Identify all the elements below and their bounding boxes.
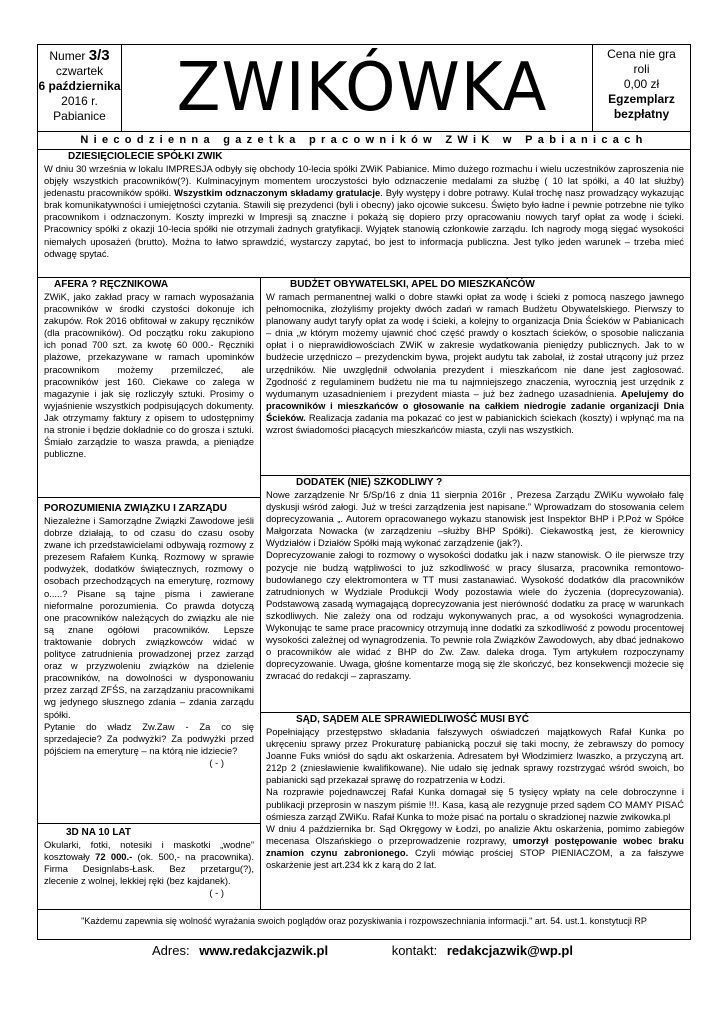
divider (260, 277, 261, 497)
divider (38, 909, 690, 910)
article-title: 3D NA 10 LAT (66, 827, 132, 838)
price-info (592, 45, 690, 131)
price-line: Egzemplarz (608, 92, 675, 106)
contact-label: kontakt: (391, 943, 438, 958)
divider (38, 497, 260, 498)
article-body: W dniu 30 września w lokalu IMPRESJA odbyły się obchody 10-lecia spółki ZWiK Pabianice. Mimo dużego rozmachu i wielu uczestników zaproszenia nie objęły wszystkich pracowników(?). Kulminacyjnym momentem uroczystości było odznaczenie medalami za służbę ( 10 lat spółki, a 40 lat służby) jedenastu pracowników spółki. Wszystkim odznaczonym składamy gratulacje. Były występy i dobre potrawy. Kulał trochę nasz prowadzący wykazując brak komunikatywności i umiejętności czytania. Stawili się prezydenci (byli i obecny) jako ojcowie sukcesu. Święto było ładne i pewnie potrzebne nie tylko pracownikom i odznaczonym. Koszty imprezki w Impresji są znaczne i pokażą się dopiero przy opracowaniu nowych taryf opłat za wodę i ścieki. Pracownicy spółki z okazji 10-lecia spółki nie otrzymali żadnych gratyfikacji. Wyjątek stanowią członkowie zarządu. Ich nagrody mogą sięgać wysokości niemałych uposażeń (brutto). Można to łatwo sprawdzić, wystarczy zapytać, bo jest to informacja publiczna. Jest tylko jeden warunek – trzeba mieć odwagę spytać. (44, 163, 685, 259)
article-3d (44, 827, 254, 899)
issue-info (38, 45, 122, 131)
article-body: Na rozprawie pojednawczej Rafał Kunka domagał się 5 tysięcy wpłaty na cele dobroczynne i publikacji przeprosin w naszym piśmie !!!. Kasa, kasą ale rezygnuje przed sądem CO MAMY PISAĆ ośmiesza zarząd ZWiKu. Rafał Kunka to może pisać na portalu o skradzionej nazwie zwikowka.pl (266, 786, 684, 822)
newspaper-page (37, 44, 691, 940)
article-body: ZWiK, jako zakład pracy w ramach wyposażania pracowników w środki czystości dokonuje ich zakupów. Rok 2016 obfitował w zakupy ręczników (dla pracowników). Od początku roku zakupiono ich ponad 700 szt. za kwotę 60 000.- Ręczniki plażowe, przekazywane w ramach upominków pracownikom możemy przemilczeć, ale pracowników jest 160. Ciekawe co zalega w magazynie i jak się rozliczyły sztuki. Prosimy o wyjaśnienie wszystkich podpisujących dokumenty. Jak otrzymamy faktury z opisem to udostępnimy na stronie i będzie dokładnie co do grosza i sztuki. Śmiało zarządzie to wasza prawda, a pieniądze publiczne. (44, 291, 254, 460)
article-towels (44, 279, 254, 460)
article-title: BUDŻET OBYWATELSKI, APEL DO MIESZKAŃCÓW (290, 279, 535, 290)
article-body: Okularki, fotki, notesiki i maskotki „wodne” kosztowały 72 000.- (ok. 500,- na pracownika). Firma Designlabs-Łask. Bez przetargu(?), zlecenie z wolnej, lekkiej ręki (bez kajdanek). (44, 839, 254, 887)
price-line: Cena nie gra (607, 47, 676, 61)
article-budget (266, 279, 684, 436)
contact-email[interactable]: redakcjazwik@wp.pl (446, 943, 573, 958)
article-signature: ( - ) (209, 887, 224, 899)
constitution-quote: "Każdemu zapewnia się wolność wyrażania swoich poglądów oraz pozyskiwania i rozpowszechniania informacji." art. 54. ust.1. konstytucji RP (81, 916, 647, 926)
article-body: Doprecyzowanie załogi to rozmowy o wysokości dodatku jak i nazw stanowisk. O ile pierwsze trzy pozycje nie budzą wątpliwości to już szkodliwość w pracy ślusarza, pracownika remontowo-budowlanego czy elektromontera w TT musi zastanawiać. Wysokość dodatków dla pracowników zatrudnionych w Wydziale Produkcji Wody pozostawia wiele do życzenia (doprecyzowania). Podstawową zasadą wymagającą doprecyzowania jest nierówność dodatku za pracę w warunkach szkodliwych. Nie zależy ona od rodzaju wykonywanych prac, a od wysokości wynagrodzenia. Wykonując te same prace pracownicy otrzymują inne dodatki za szkodliwość z powodu procentowej wysokości zależnej od wynagrodzenia. To pewnie rola Związków Zawodowych, aby dbać jednakowo o pracowników ale widać z BHP do Zw. Zaw. daleka droga. Tym artykułem rozpoczynamy doprecyzowanie. Uwaga, głośne komentarze mogą się źle skończyć, bez konsekwencji możecie się zwracać do redakcji – zapraszamy. (266, 549, 684, 682)
article-signature: ( - ) (209, 756, 224, 768)
price-line: 0,00 zł (623, 77, 660, 91)
article-bonus (266, 477, 684, 683)
article-title: DODATEK (NIE) SZKODLIWY ? (296, 477, 443, 488)
issue-date: 6 października (38, 79, 121, 93)
article-court (266, 714, 684, 871)
article-unions (44, 503, 254, 769)
price-line: bezpłatny (613, 107, 670, 121)
masthead (122, 45, 602, 131)
article-title: POROZUMIENIA ZWIĄZKU I ZARZĄDU (44, 503, 227, 514)
issue-number: Numer 3/3 (49, 47, 110, 64)
divider (260, 497, 261, 909)
footer (0, 943, 725, 958)
article-body: W ramach permanentnej walki o dobre stawki opłat za wodę i ścieki z pomocą naszego jawnego pełnomocnika, złożyliśmy projekty dwóch zadań w ramach Budżetu Obywatelskiego. Pierwszy to planowany audyt taryfy opłat za wodę i ścieki, a kolejny to organizacja Dnia Ścieków w Pabianicach – dnia „w którym możemy ujawnić choć część prawdy o kosztach ścieków, o sposobie naliczania opłat i o nieprawidłowościach ZWiK w zakresie wydatkowania pieniędzy publicznych. Jak to w budżecie urzędniczo – prezydenckim bywa, projekt audytu tak zabolał, iż został utrącony już przez urzędników. Nie uwzględnił odwołania prezydent i mieszkańcom nie dane jest zagłosować. Zgodność z regulaminem budżetu nie ma tu najmniejszego znaczenia, wyrocznią jest urzędnik z wydumanym uzasadnieniem i prezydent miasta – już bez żadnego uzasadnienia. Apelujemy do pracowników i mieszkańców o głosowanie na całkiem niedrogie zadanie organizacji Dnia Ścieków. Realizacja zadania ma pokazać co jest w pabianickich ściekach (koszty) i wpłynąć ma na wzrost świadomości płacących mieszkańców miasta, czyli nas wszystkich. (266, 291, 685, 436)
divider (38, 823, 260, 824)
subtitle: Niecodzienna gazetka pracowników ZWiK w Pabianicach (38, 131, 690, 150)
article-title: AFERA ? RĘCZNIKOWA (54, 279, 169, 290)
article-title: SĄD, SĄDEM ALE SPRAWIEDLIWOŚĆ MUSI BYĆ (296, 714, 529, 725)
divider (38, 277, 690, 278)
article-body: Popełniający przestępstwo składania fałszywych oświadczeń majątkowych Rafał Kunka po ukręceniu sprawy przez Prokuraturę pabianicką poczuł się taki mocny, że zebrawszy do pomocy Joanne Fuks wniósł do sądu akt oskarżenia. Adresatem był Włodzimierz Iwaszko, a przyczyną art. 212p 2 (zniesławienie kwalifikowane). Nie udało się jednak sprawy rozstrzygać wśród swoich, bo pabianicki sąd przekazał sprawę do rozpatrzenia w Łodzi. (266, 726, 684, 786)
article-body: Niezależne i Samorządne Związki Zawodowe jeśli dobrze działają, to od czasu do czasu osoby zwane ich przedstawicielami odbywają rozmowy z prezesem Rafałem Kunką. Rozmowy w sprawie podwyżek, dodatków świątecznych, rozmowy o osobach przechodzących na emeryturę, rozmowy o.....? Pisane są tajne pisma i zawierane nieformalne porozumienia. Co prawda dotyczą one pracowników należących do związku ale nie są znane ogółowi pracowników. Lepsze traktowanie dobrych związkowców widać w polityce zatrudnienia prowadzonej przez zarząd oraz w przyzwoleniu związków na dzielenie pracowników, na dowolności w dysponowaniu przez zarząd ZFŚS, na zarządzaniu pracownikami wg jedynego słusznego zdania – zdania zarządu spółki. (44, 515, 254, 720)
issue-weekday: czwartek (55, 64, 104, 78)
newspaper-title: ZWIKÓWKA (176, 49, 548, 127)
price-line: roli (633, 62, 650, 76)
article-question: Pytanie do władz Zw.Zaw - Za co się sprzedajecie? Za podwyżki? Za podwyżki przed pójściem na emeryturę – na którą nie idziecie? (44, 720, 254, 756)
divider (260, 475, 690, 476)
issue-place: Pabianice (53, 109, 106, 123)
divider (260, 712, 690, 713)
article-body: W dniu 4 października br. Sąd Okręgowy w Łodzi, po analizie Aktu oskarżenia, pomimo zabiegów mecenasa Olszańskiego o przeprowadzenie rozprawy, umorzył postępowanie wobec braku znamion czynu zabronionego. Czyli mówiąc prościej STOP PIENIACZOM, a za fałszywe oskarżenie jest art.234 kk z karą do 2 lat. (266, 822, 684, 871)
article-body: Nowe zarządzenie Nr 5/Sp/16 z dnia 11 sierpnia 2016r , Prezesa Zarządu ZWiKu wywołało falę dyskusji wśród załogi. Już w treści zarządzenia jest napisane.” Wprowadzam do stosowania celem doprecyzowania „. Autorem opracowanego wykazu stanowisk jest Inspektor BHP i P.Poż w Spółce Małgorzata Nowacka (w zarządzeniu –służby BHP Spółki). Ciekawostką jest, że kierownicy Wydziałów i Działów Spółki mają wykonać zarządzenie (jak?). (266, 489, 684, 549)
address-link[interactable]: www.redakcjazwik.pl (199, 943, 329, 958)
article-title: DZIESIĘCIOLECIE SPÓŁKI ZWIK (68, 151, 223, 162)
address-label: Adres: (152, 943, 190, 958)
article-anniversary (44, 151, 684, 260)
issue-year: 2016 r. (61, 94, 98, 108)
